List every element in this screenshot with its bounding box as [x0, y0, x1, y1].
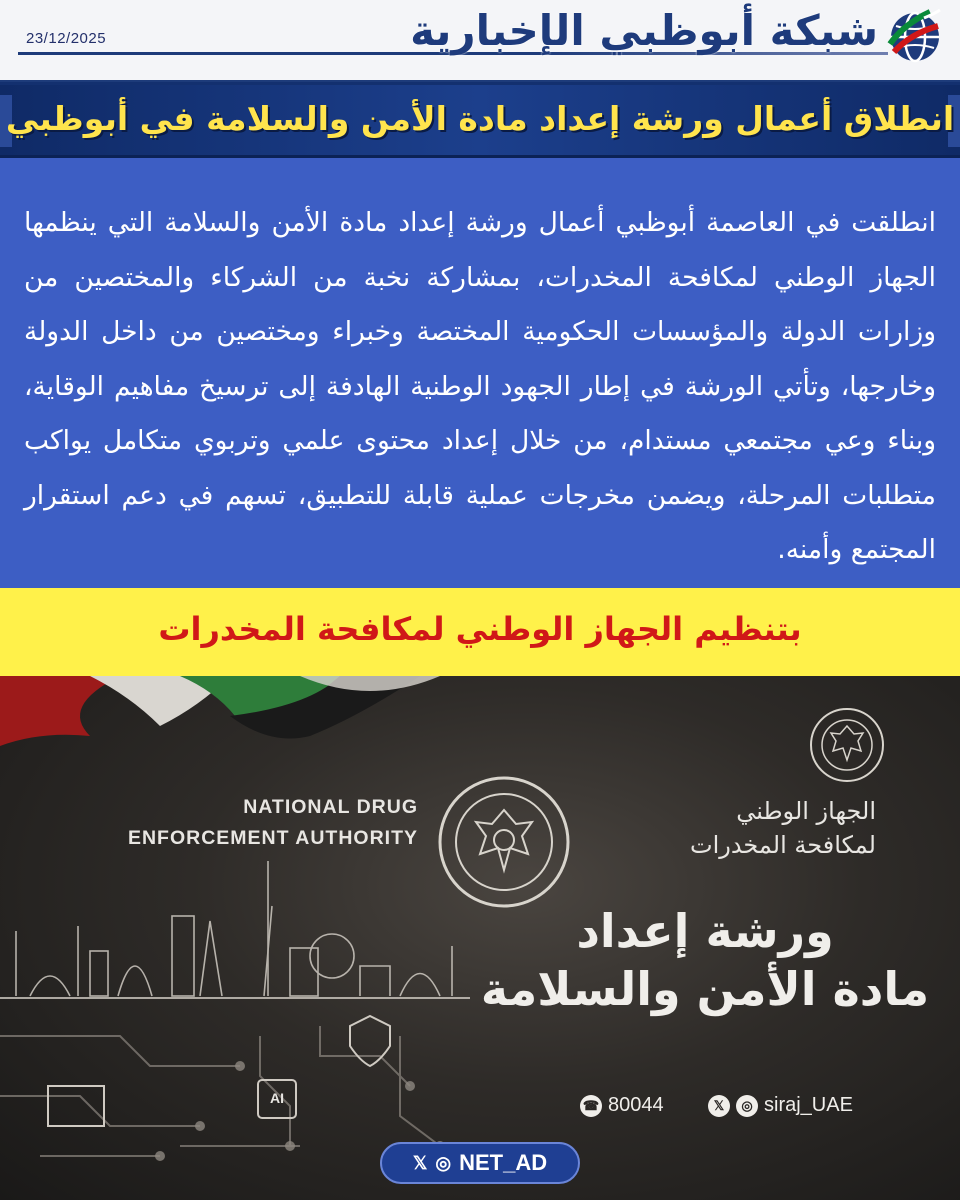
article-body-block [0, 158, 960, 588]
headline-bar [0, 82, 960, 158]
footer-social-handle [380, 1142, 580, 1184]
social-handle: siraj_UAE [764, 1094, 853, 1116]
ai-chip-label: AI [270, 1090, 284, 1106]
phone-number: 80044 [608, 1094, 664, 1116]
organizer-banner [0, 588, 960, 676]
x-icon: 𝕏 [412, 1152, 428, 1173]
x-icon: 𝕏 [708, 1095, 730, 1117]
authority-ar-line1: الجهاز الوطني [736, 797, 876, 825]
brand-title: شبكة أبوظبي الإخبارية [410, 6, 878, 55]
headline-title: انطلاق أعمال ورشة إعداد مادة الأمن والسلامة في أبوظبي [5, 99, 955, 138]
header [0, 0, 960, 82]
authority-name-ar [586, 794, 876, 862]
phone-contact [580, 1094, 664, 1117]
workshop-title-line2: مادة الأمن والسلامة [480, 962, 930, 1016]
article-body: انطلقت في العاصمة أبوظبي أعمال ورشة إعداد مادة الأمن والسلامة التي ينظمها الجهاز الوطني لمكافحة المخدرات، بمشاركة نخبة من الشركاء والمختصين من وزارات الدولة والمؤسسات الحكومية المختصة وخبراء ومختصين من داخل الدولة وخارجها، وتأتي الورشة في إطار الجهود الوطنية الهادفة إلى ترسيخ مفاهيم الوقاية، وبناء وعي مجتمعي مستدام، من خلال إعداد محتوى علمي وتربوي متكامل يواكب متطلبات المرحلة، ويضمن مخرجات عملية قابلة للتطبيق، تسهم في دعم استقرار المجتمع وأمنه. [24, 207, 936, 565]
workshop-title [480, 902, 930, 1018]
post-date: 23/12/2025 [26, 30, 107, 47]
social-contact [708, 1094, 853, 1117]
workshop-title-line1: ورشة إعداد [576, 904, 834, 958]
organizer-text: بتنظيم الجهاز الوطني لمكافحة المخدرات [158, 610, 802, 648]
authority-ar-line2: لمكافحة المخدرات [689, 831, 876, 859]
footer-handle-text: NET_AD [459, 1150, 548, 1175]
instagram-icon: ◎ [736, 1095, 758, 1117]
globe-logo-icon [884, 4, 946, 66]
authority-en-line2: ENFORCEMENT AUTHORITY [127, 827, 418, 849]
uae-eagle-seal-small-icon [808, 706, 886, 784]
instagram-icon: ◎ [435, 1152, 452, 1173]
phone-icon: ☎ [580, 1095, 602, 1117]
authority-en-line1: NATIONAL DRUG [243, 796, 418, 818]
authority-name-en [118, 792, 418, 854]
workshop-poster-image [0, 676, 960, 1200]
uae-eagle-seal-icon [436, 774, 572, 910]
